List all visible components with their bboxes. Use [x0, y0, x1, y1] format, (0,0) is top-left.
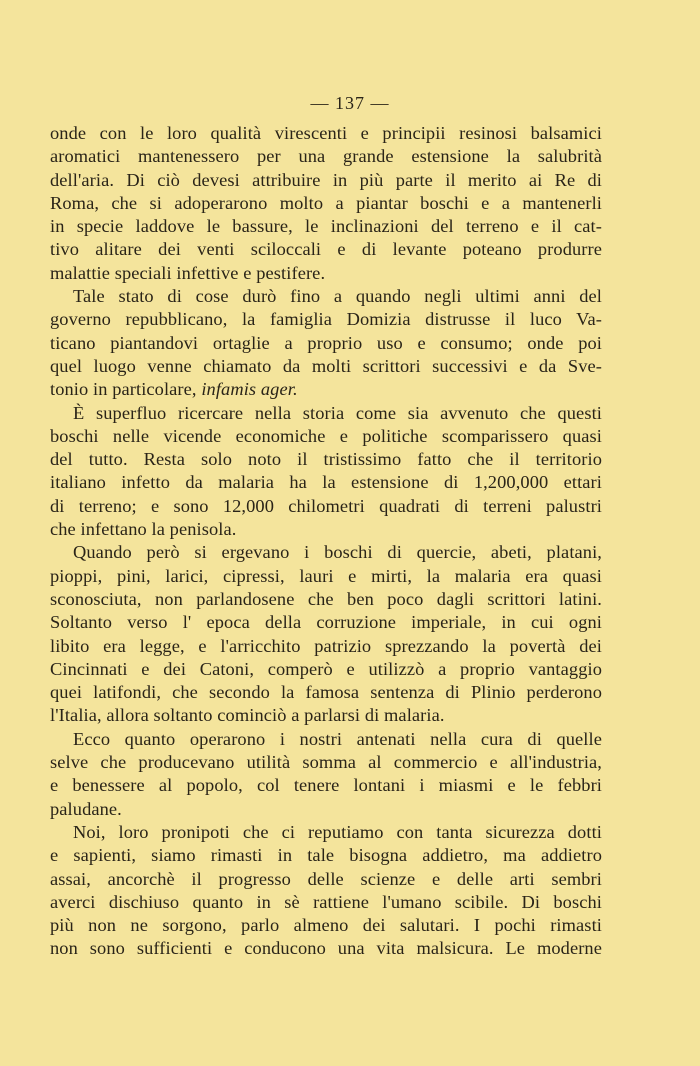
- text-line-content: libito era legge, e l'arricchito patrizio sprezzando la povertà dei: [50, 635, 602, 656]
- text-line: [50, 751, 602, 774]
- text-line: [50, 262, 602, 285]
- text-line: [50, 658, 602, 681]
- text-line-content: Tale stato di cose durò fino a quando negli ultimi anni del: [73, 286, 602, 307]
- text-line-content: l'Italia, allora soltanto cominciò a parlarsi di malaria.: [50, 705, 445, 726]
- text-line-content: quel luogo venne chiamato da molti scrittori successivi e da Sve-: [50, 355, 602, 376]
- text-line: [50, 215, 602, 238]
- text-line: [50, 192, 602, 215]
- text-line: [50, 122, 602, 145]
- text-line-content: governo repubblicano, la famiglia Domizia distrusse il luco Va-: [50, 309, 602, 330]
- text-line: [50, 355, 602, 378]
- text-line: [50, 868, 602, 891]
- text-line: [50, 914, 602, 937]
- text-line: [50, 774, 602, 797]
- text-line: [50, 681, 602, 704]
- text-line-content: sconosciuta, non parlandosene che ben poco dagli scrittori latini.: [50, 588, 602, 609]
- text-line: [50, 448, 602, 471]
- text-line: [50, 332, 602, 355]
- text-line-content: paludane.: [50, 798, 122, 819]
- text-line: [50, 425, 602, 448]
- text-line-content: tivo alitare dei venti sciloccali e di levante poteano produrre: [50, 239, 602, 260]
- text-line: [50, 891, 602, 914]
- body-text: [50, 122, 602, 961]
- text-line: [50, 238, 602, 261]
- text-line: [50, 821, 602, 844]
- text-line-content: selve che producevano utilità somma al commercio e all'industria,: [50, 752, 602, 773]
- text-line: [50, 541, 602, 564]
- text-line-content: onde con le loro qualità virescenti e principii resinosi balsamici: [50, 123, 602, 143]
- text-line: [50, 169, 602, 192]
- text-line: [50, 145, 602, 168]
- text-line-content: tonio in particolare,: [50, 379, 197, 400]
- text-line-content: dell'aria. Di ciò devesi attribuire in più parte il merito ai Re di: [50, 169, 602, 190]
- page-number: — 137 —: [310, 93, 390, 113]
- text-line-content: e sapienti, siamo rimasti in tale bisogna addietro, ma addietro: [50, 845, 602, 866]
- text-line: [50, 704, 602, 727]
- text-line-content: malattie speciali infettive e pestifere.: [50, 262, 326, 283]
- text-line-content: di terreno; e sono 12,000 chilometri quadrati di terreni palustri: [50, 495, 602, 516]
- text-line: [50, 611, 602, 634]
- text-line: [50, 844, 602, 867]
- text-line-content: italiano infetto da malaria ha la estensione di 1,200,000 ettari: [50, 472, 602, 493]
- text-line: [50, 471, 602, 494]
- text-line-content: non sono sufficienti e conducono una vita malsicura. Le moderne: [50, 938, 602, 959]
- text-line-content: ticano piantandovi ortaglie a proprio uso e consumo; onde poi: [50, 332, 602, 353]
- text-line-content: quei latifondi, che secondo la famosa sentenza di Plinio perderono: [50, 682, 602, 703]
- text-line: [50, 588, 602, 611]
- text-line-content: in specie laddove le bassure, le inclinazioni del terreno e il cat-: [50, 216, 602, 237]
- text-line-content: averci dischiuso quanto in sè rattiene l'umano scibile. Di boschi: [50, 891, 602, 912]
- text-line-content: del tutto. Resta solo noto il tristissimo fatto che il territorio: [50, 449, 602, 470]
- text-line: [50, 378, 602, 401]
- text-line-content: che infettano la penisola.: [50, 519, 237, 540]
- text-line-content: Cincinnati e dei Catoni, comperò e utilizzò a proprio vantaggio: [50, 658, 602, 679]
- text-line-content: pioppi, pini, larici, cipressi, lauri e mirti, la malaria era quasi: [50, 565, 602, 586]
- text-line-content: Quando però si ergevano i boschi di quercie, abeti, platani,: [73, 542, 602, 563]
- text-line: [50, 285, 602, 308]
- text-line: [50, 565, 602, 588]
- text-line-content: boschi nelle vicende economiche e politiche scomparissero quasi: [50, 425, 602, 446]
- text-line-content: Soltanto verso l' epoca della corruzione imperiale, in cui ogni: [50, 612, 602, 633]
- text-line-content: È superfluo ricercare nella storia come sia avvenuto che questi: [73, 402, 602, 423]
- text-line-content: più non ne sorgono, parlo almeno dei salutari. I pochi rimasti: [50, 915, 602, 936]
- text-line: [50, 308, 602, 331]
- text-line: [50, 635, 602, 658]
- text-line: [50, 937, 602, 960]
- italic-phrase: infamis ager.: [201, 379, 298, 400]
- text-line: [50, 518, 602, 541]
- text-line: [50, 798, 602, 821]
- text-line-content: Noi, loro pronipoti che ci reputiamo con tanta sicurezza dotti: [73, 821, 602, 842]
- text-line-content: Ecco quanto operarono i nostri antenati nella cura di quelle: [73, 728, 602, 749]
- text-line: [50, 402, 602, 425]
- text-line: [50, 728, 602, 751]
- text-line: [50, 495, 602, 518]
- text-line-content: assai, ancorchè il progresso delle scienze e delle arti sembri: [50, 868, 602, 889]
- text-line-content: aromatici mantenessero per una grande estensione la salubrità: [50, 146, 602, 167]
- text-line-content: e benessere al popolo, col tenere lontani i miasmi e le febbri: [50, 775, 602, 796]
- text-line-content: Roma, che si adoperarono molto a piantar boschi e a mantenerli: [50, 192, 602, 213]
